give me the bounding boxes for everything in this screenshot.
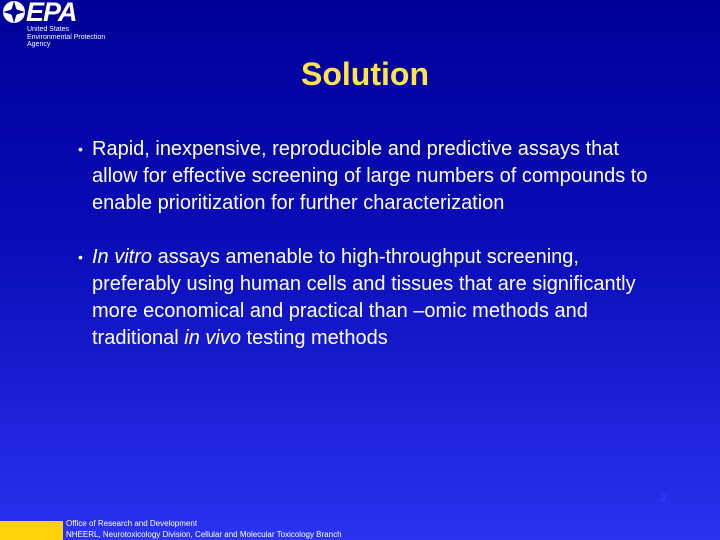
bullet-text: Rapid, inexpensive, reproducible and predictive assays that allow for effective screening of large numbers of compounds to enable prioritization for further characterization <box>92 138 648 214</box>
epa-flower-icon <box>2 0 26 24</box>
logo-agency-name <box>27 26 127 49</box>
logo-line: United States <box>27 26 70 33</box>
page-number: 3 <box>660 493 666 504</box>
bullet-text: testing methods <box>240 327 388 349</box>
bullet-item <box>78 244 658 352</box>
logo-line: Agency <box>27 41 51 48</box>
logo-line: Environmental Protection <box>27 33 106 41</box>
footer-line: NHEERL, Neurotoxicology Division, Cellular and Molecular Toxicology Branch <box>66 529 342 539</box>
bullet-italic-term: in vivo <box>184 327 241 349</box>
footer-line: Office of Research and Development <box>66 519 198 528</box>
footer <box>66 519 342 540</box>
slide-title: Solution <box>301 56 429 92</box>
bullet-marker: • <box>78 249 83 265</box>
bullet-list <box>78 136 658 352</box>
epa-logo <box>2 0 122 52</box>
footer-accent-bar <box>0 521 63 540</box>
logo-letters: EPA <box>26 0 77 27</box>
bullet-text: assays amenable to high-throughput screening, preferably using human cells and tissues that are significantly more economical and practical than –omic methods and traditional <box>92 246 636 349</box>
bullet-item <box>78 136 658 217</box>
bullet-italic-term: In vitro <box>92 246 153 268</box>
bullet-marker: • <box>78 141 83 157</box>
